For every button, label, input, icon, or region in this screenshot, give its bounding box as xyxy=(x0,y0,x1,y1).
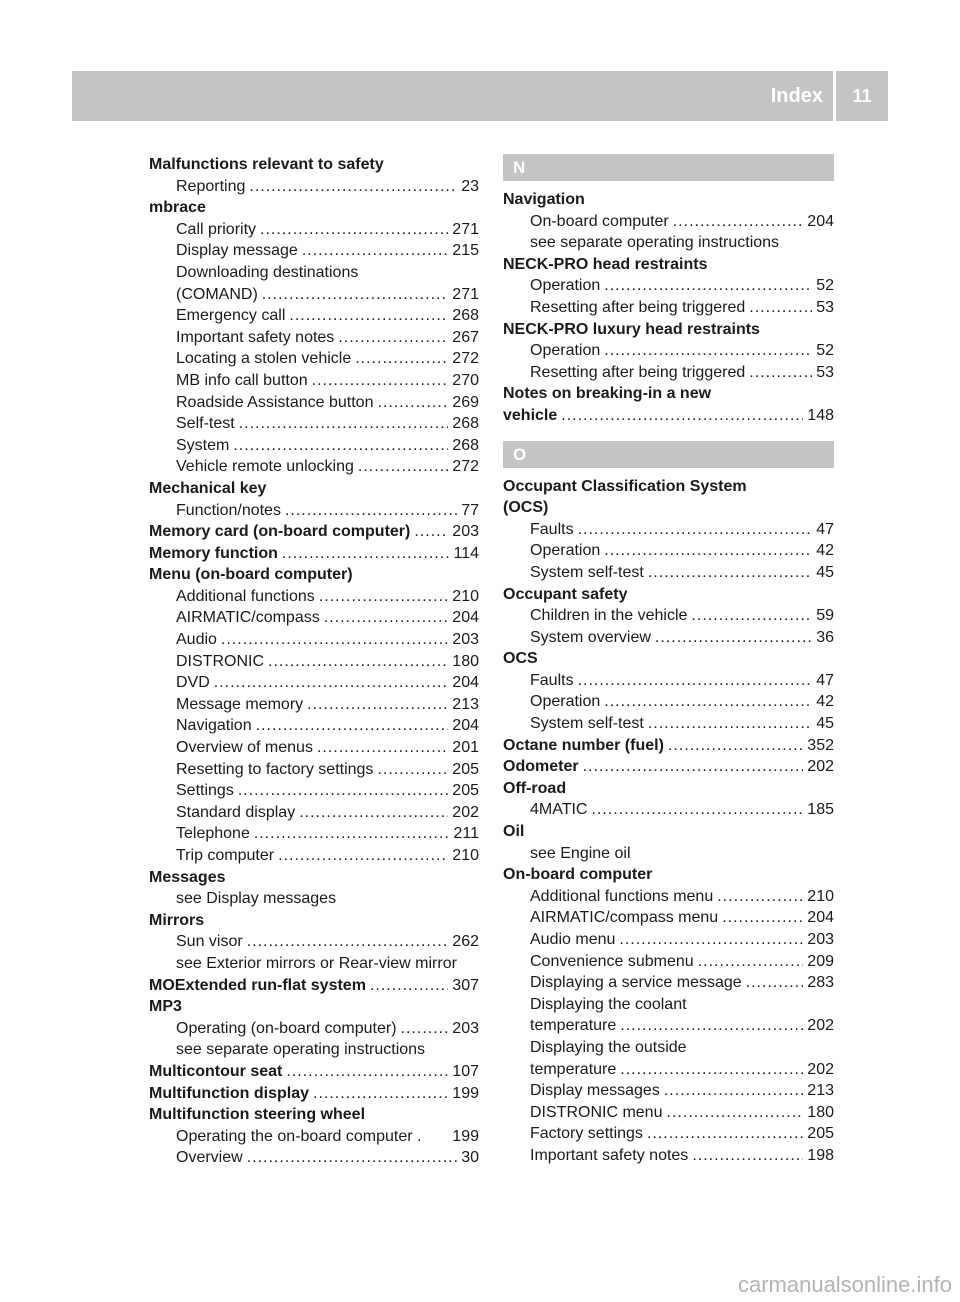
index-subentry: Additional functions menu ..... 210 xyxy=(503,886,834,908)
index-subentry: Roadside Assistance button ..... 269 xyxy=(149,392,479,414)
index-entry: Octane number (fuel) ..... 352 xyxy=(503,735,834,757)
index-subentry: Resetting after being triggered ..... 53 xyxy=(503,297,834,319)
index-subentry: Displaying the coolant xyxy=(530,995,687,1013)
index-subentry: Message memory ..... 213 xyxy=(149,694,479,716)
index-heading: Mirrors xyxy=(149,911,205,929)
index-heading: On-board computer xyxy=(503,866,653,884)
index-subentry: Telephone ..... 211 xyxy=(149,823,479,845)
index-subentry: temperature ..... 202 xyxy=(503,1059,834,1081)
index-subentry: see separate operating instructions xyxy=(176,1041,426,1059)
index-heading: Malfunctions relevant to safety xyxy=(149,156,384,173)
index-subentry: Self-test ..... 268 xyxy=(149,413,479,435)
index-subentry: AIRMATIC/compass ..... 204 xyxy=(149,607,479,629)
index-subentry: (COMAND) ..... 271 xyxy=(149,284,479,306)
index-column-right xyxy=(503,154,834,1167)
index-heading: (OCS) xyxy=(503,499,549,517)
index-subentry: Reporting ..... 23 xyxy=(149,176,479,198)
index-subentry: DISTRONIC ..... 180 xyxy=(149,651,479,673)
index-subentry: Operation ..... 52 xyxy=(503,340,834,362)
index-subentry: Factory settings ..... 205 xyxy=(503,1123,834,1145)
index-heading: NECK-PRO head restraints xyxy=(503,255,708,273)
letter-heading-n: N xyxy=(503,154,834,181)
index-subentry: MB info call button ..... 270 xyxy=(149,370,479,392)
index-subentry: see Exterior mirrors or Rear-view mirror xyxy=(176,954,457,972)
index-heading: Occupant safety xyxy=(503,585,628,603)
index-subentry: Resetting to factory settings ..... 205 xyxy=(149,759,479,781)
index-subentry: Children in the vehicle ..... 59 xyxy=(503,605,834,627)
index-subentry: Audio ..... 203 xyxy=(149,629,479,651)
index-subentry: Function/notes ..... 77 xyxy=(149,500,479,522)
page-number: 11 xyxy=(852,85,872,106)
index-heading: Navigation xyxy=(503,191,585,208)
spacer xyxy=(503,427,834,441)
index-subentry: Settings ..... 205 xyxy=(149,780,479,802)
index-heading: Messages xyxy=(149,868,226,886)
index-subentry: Important safety notes ..... 198 xyxy=(503,1145,834,1167)
index-subentry: see separate operating instructions xyxy=(530,234,780,252)
index-heading: MP3 xyxy=(149,998,182,1016)
index-heading: Off-road xyxy=(503,779,567,797)
index-subentry: Sun visor ..... 262 xyxy=(149,931,479,953)
index-subentry: Display messages ..... 213 xyxy=(503,1080,834,1102)
index-entry: Multicontour seat ..... 107 xyxy=(149,1061,479,1083)
index-entry: MOExtended run-flat system ..... 307 xyxy=(149,975,479,997)
index-heading: Oil xyxy=(503,823,525,841)
page-header xyxy=(72,71,888,121)
index-subentry: Resetting after being triggered ..... 53 xyxy=(503,362,834,384)
index-heading: OCS xyxy=(503,650,538,668)
index-subentry: AIRMATIC/compass menu ..... 204 xyxy=(503,907,834,929)
index-entry: Memory function ..... 114 xyxy=(149,543,479,565)
watermark: carmanualsonline.info xyxy=(737,1272,952,1297)
index-subentry: Displaying the outside xyxy=(530,1038,687,1056)
index-column-left xyxy=(149,154,479,1169)
index-subentry: Convenience submenu ..... 209 xyxy=(503,951,834,973)
index-entry: Multifunction display ..... 199 xyxy=(149,1083,479,1105)
index-subentry: On-board computer ..... 204 xyxy=(503,211,834,233)
index-heading: NECK-PRO luxury head restraints xyxy=(503,320,760,338)
index-entry: Memory card (on-board computer) ..... 203 xyxy=(149,521,479,543)
index-subentry: see Engine oil xyxy=(530,844,631,862)
index-subentry: Displaying a service message ..... 283 xyxy=(503,972,834,994)
index-subentry: Trip computer ..... 210 xyxy=(149,845,479,867)
index-subentry: Audio menu ..... 203 xyxy=(503,929,834,951)
index-subentry: Display message ..... 215 xyxy=(149,240,479,262)
index-subentry: Downloading destinations xyxy=(176,263,359,281)
section-title: Index xyxy=(770,84,823,107)
index-subentry: Overview ..... 30 xyxy=(149,1147,479,1169)
index-heading: mbrace xyxy=(149,199,206,217)
index-subentry: Vehicle remote unlocking ..... 272 xyxy=(149,456,479,478)
index-subentry: Additional functions ..... 210 xyxy=(149,586,479,608)
index-subentry: System self-test ..... 45 xyxy=(503,562,834,584)
index-subentry: Operation ..... 42 xyxy=(503,540,834,562)
index-subentry: Faults ..... 47 xyxy=(503,670,834,692)
index-subentry: see Display messages xyxy=(176,890,337,908)
index-heading: Occupant Classification System xyxy=(503,477,747,495)
index-heading: Notes on breaking-in a new xyxy=(503,385,712,403)
letter-heading-o: O xyxy=(503,441,834,468)
index-entry: vehicle ..... 148 xyxy=(503,405,834,427)
index-subentry: Overview of menus ..... 201 xyxy=(149,737,479,759)
index-subentry: Operating (on-board computer) ..... 203 xyxy=(149,1018,479,1040)
index-subentry: Faults ..... 47 xyxy=(503,519,834,541)
index-heading: Multifunction steering wheel xyxy=(149,1106,366,1124)
index-heading: Mechanical key xyxy=(149,479,267,497)
index-subentry: Operation ..... 42 xyxy=(503,691,834,713)
index-subentry: DVD ..... 204 xyxy=(149,672,479,694)
index-subentry: 4MATIC ..... 185 xyxy=(503,799,834,821)
index-subentry: Standard display ..... 202 xyxy=(149,802,479,824)
index-subentry: Call priority ..... 271 xyxy=(149,219,479,241)
index-subentry: Important safety notes ..... 267 xyxy=(149,327,479,349)
index-subentry: Navigation ..... 204 xyxy=(149,715,479,737)
index-heading: Menu (on-board computer) xyxy=(149,566,353,584)
index-subentry: Operation ..... 52 xyxy=(503,275,834,297)
index-subentry: temperature ..... 202 xyxy=(503,1015,834,1037)
index-subentry: System self-test ..... 45 xyxy=(503,713,834,735)
index-subentry: System ..... 268 xyxy=(149,435,479,457)
index-subentry: Emergency call ..... 268 xyxy=(149,305,479,327)
index-subentry: Operating the on-board computer . 199 xyxy=(176,1127,479,1145)
index-entry: Odometer ..... 202 xyxy=(503,756,834,778)
index-subentry: DISTRONIC menu ..... 180 xyxy=(503,1102,834,1124)
index-subentry: System overview ..... 36 xyxy=(503,627,834,649)
index-subentry: Locating a stolen vehicle ..... 272 xyxy=(149,348,479,370)
